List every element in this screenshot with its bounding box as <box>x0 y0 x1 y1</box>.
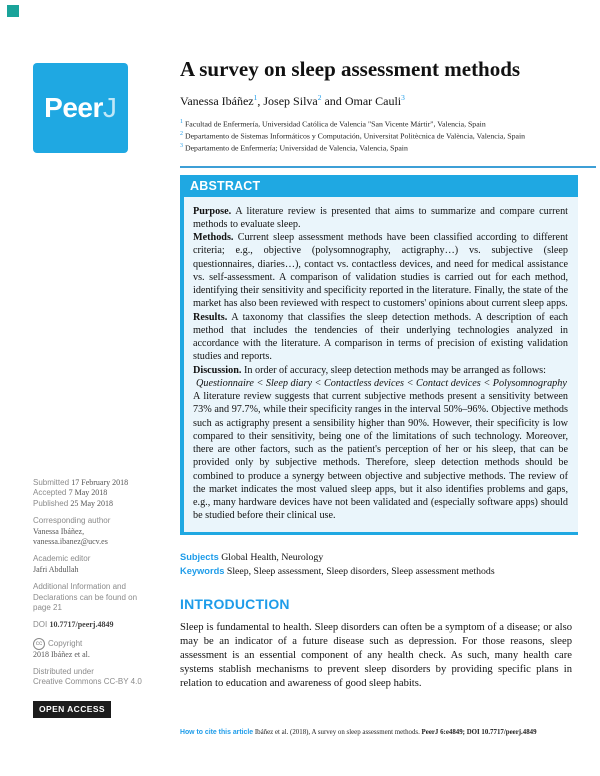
main-column <box>180 57 598 691</box>
corresponding-author-label: Corresponding author <box>33 516 111 526</box>
academic-editor-label: Academic editor <box>33 554 91 564</box>
author-separator: and <box>321 94 345 108</box>
abstract-paragraph <box>193 205 568 232</box>
additional-info-block <box>33 582 145 613</box>
author-affiliation-ref: 3 <box>401 93 405 102</box>
cite-text: Ibáñez et al. (2018), A survey on sleep assessment methods. <box>253 729 422 736</box>
creative-commons-icon: cc <box>33 638 45 650</box>
accepted-date: 7 May 2018 <box>68 488 108 498</box>
author-affiliation-ref: 1 <box>253 93 258 102</box>
paragraph-text: A literature review is presented that aims to summarize and compare current methods to evaluate sleep. <box>193 205 568 230</box>
article-info-sidebar <box>33 478 173 718</box>
accepted-row <box>33 488 173 498</box>
accepted-label: Accepted <box>33 488 67 498</box>
paragraph-text: Current sleep assessment methods have been classified according to different criteria; e.g., objective (polysomnography, actigraphy…) vs. subjective (sleep questionnaires, diaries…), contact vs. contactless devices, and need for medical assistance vs. self-assessment. A comparison of validation studies is carried out for each method, identifying their sensitivity and specificity reported in the literature. Finally, the state of the market has also been reviewed with respect to customers' opinions about current sleep apps. <box>193 232 568 310</box>
abstract-body <box>180 197 578 535</box>
logo-text-peer: Peer <box>44 92 103 123</box>
paragraph-lead: Purpose. <box>193 205 232 217</box>
submitted-label: Submitted <box>33 478 70 487</box>
doi-label: DOI <box>33 620 48 630</box>
affiliation-number: 3 <box>180 142 183 149</box>
author-name[interactable]: Vanessa Ibáñez <box>180 94 254 108</box>
submitted-date: 17 February 2018 <box>71 478 129 487</box>
cite-reference[interactable]: PeerJ 6:e4849; DOI 10.7717/peerj.4849 <box>421 729 537 736</box>
affiliation-number: 1 <box>180 119 183 125</box>
copyright-value: 2018 Ibáñez et al. <box>33 649 90 659</box>
abstract-paragraph <box>193 364 568 377</box>
abstract-paragraph <box>193 311 568 364</box>
affiliation-row <box>180 118 598 130</box>
subjects-keywords-block <box>180 551 598 579</box>
author-name[interactable]: Omar Cauli <box>344 94 402 108</box>
submitted-row <box>33 478 173 488</box>
license-line1: Distributed under <box>33 667 94 677</box>
corresponding-author-name: Vanessa Ibáñez, <box>33 526 85 536</box>
abstract-section <box>180 175 578 535</box>
subjects-row <box>180 551 598 565</box>
author-affiliation-ref: 2 <box>317 93 322 102</box>
corresponding-author-block <box>33 516 173 547</box>
abstract-paragraph: A literature review suggests that current subjective methods present a sensitivity between 73% and 97.7%, while their specificity ranges in the interval 50%–96%. Objective methods such as actigraphy present a sensibility higher than 90%. However, their specificity is low compared to their sensitivity, being one of the limitations of such technology. Moreover, there are other factors, such as the patient's perception of her or his sleep, that can be provided only by subjective methods. Therefore, sleep detection methods should be combined to produce a synergy between objective and subjective methods. The review of the market indicates the most valued sleep apps, but it also identifies problems and gaps, e.g., many hardware devices have not been validated and (especially software apps) should be studied before their clinical use. <box>193 391 568 522</box>
citation-footer <box>180 729 598 736</box>
logo-text-j: J <box>102 92 117 123</box>
dates-block <box>33 478 173 509</box>
doi-value[interactable]: 10.7717/peerj.4849 <box>49 620 114 630</box>
page-title: A survey on sleep assessment methods <box>180 57 521 81</box>
keywords-label: Keywords <box>180 565 225 576</box>
paragraph-lead: Methods. <box>193 232 234 244</box>
published-date: 25 May 2018 <box>70 498 114 508</box>
affiliation-text: Departamento de Enfermería; Universidad de Valencia, Valencia, Spain <box>184 143 408 153</box>
license-block <box>33 667 173 688</box>
affiliation-text: Facultad de Enfermería, Universidad Católica de Valencia "San Vicente Mártir", Valencia, Spain <box>184 119 486 129</box>
additional-info-text[interactable]: Additional Information and Declarations can be found on page 21 <box>33 582 138 612</box>
keywords-value: Sleep, Sleep assessment, Sleep disorders, Sleep assessment methods <box>226 565 495 577</box>
introduction-heading: INTRODUCTION <box>180 596 290 613</box>
subjects-value[interactable]: Global Health, Neurology <box>221 551 324 563</box>
affiliations-list <box>180 118 598 154</box>
paragraph-lead: Discussion. <box>193 364 242 376</box>
published-row <box>33 499 173 509</box>
open-access-badge[interactable]: OPEN ACCESS <box>33 701 111 718</box>
header-divider <box>180 166 596 168</box>
copyright-label: Copyright <box>48 638 83 648</box>
abstract-paragraph <box>193 231 568 311</box>
authors-line <box>180 93 598 109</box>
peerj-logo[interactable] <box>33 63 128 153</box>
author-name[interactable]: Josep Silva <box>263 94 318 108</box>
affiliation-number: 2 <box>180 130 183 137</box>
author-separator: , <box>257 94 264 108</box>
accuracy-ordering-line: Questionnaire < Sleep diary < Contactless devices < Contact devices < Polysomnography <box>196 377 567 389</box>
corner-mark <box>7 5 19 17</box>
paragraph-lead: Results. <box>193 311 228 323</box>
copyright-block <box>33 638 173 660</box>
paragraph-text: A taxonomy that classifies the sleep detection methods. A description of each method that includes the tendencies of their underlying technologies analyzed in accordance with the literature. A comparison in terms of precision of existing validation studies and reports. <box>193 311 568 363</box>
academic-editor-name[interactable]: Jafri Abdullah <box>33 564 79 574</box>
introduction-paragraph: Sleep is fundamental to health. Sleep disorders can often be a symptom of a disease; or also may be an indicator of a future disease such as depression. For those reasons, sleep assessment is an essential component of any health check. As such, many health care systems stablish mechanisms to prevent sleep disorders by providing specific plans in relation to education and awareness of good sleep habits. <box>180 622 572 690</box>
keywords-row <box>180 565 598 579</box>
copyright-row <box>33 638 173 650</box>
published-label: Published <box>33 498 69 508</box>
subjects-label: Subjects <box>180 551 219 562</box>
cite-label: How to cite this article <box>180 729 254 736</box>
affiliation-row <box>180 142 598 154</box>
abstract-heading: ABSTRACT <box>180 175 578 197</box>
license-line2[interactable]: Creative Commons CC-BY 4.0 <box>33 677 142 687</box>
affiliation-text: Departamento de Sistemas Informáticos y Computación, Universitat Politècnica de València, Valencia, Spain <box>184 131 526 141</box>
academic-editor-block <box>33 554 173 575</box>
paragraph-text: In order of accuracy, sleep detection methods may be arranged as follows: <box>243 364 546 376</box>
affiliation-row <box>180 130 598 142</box>
corresponding-author-email[interactable]: vanessa.ibanez@ucv.es <box>33 536 108 546</box>
doi-block <box>33 620 173 630</box>
